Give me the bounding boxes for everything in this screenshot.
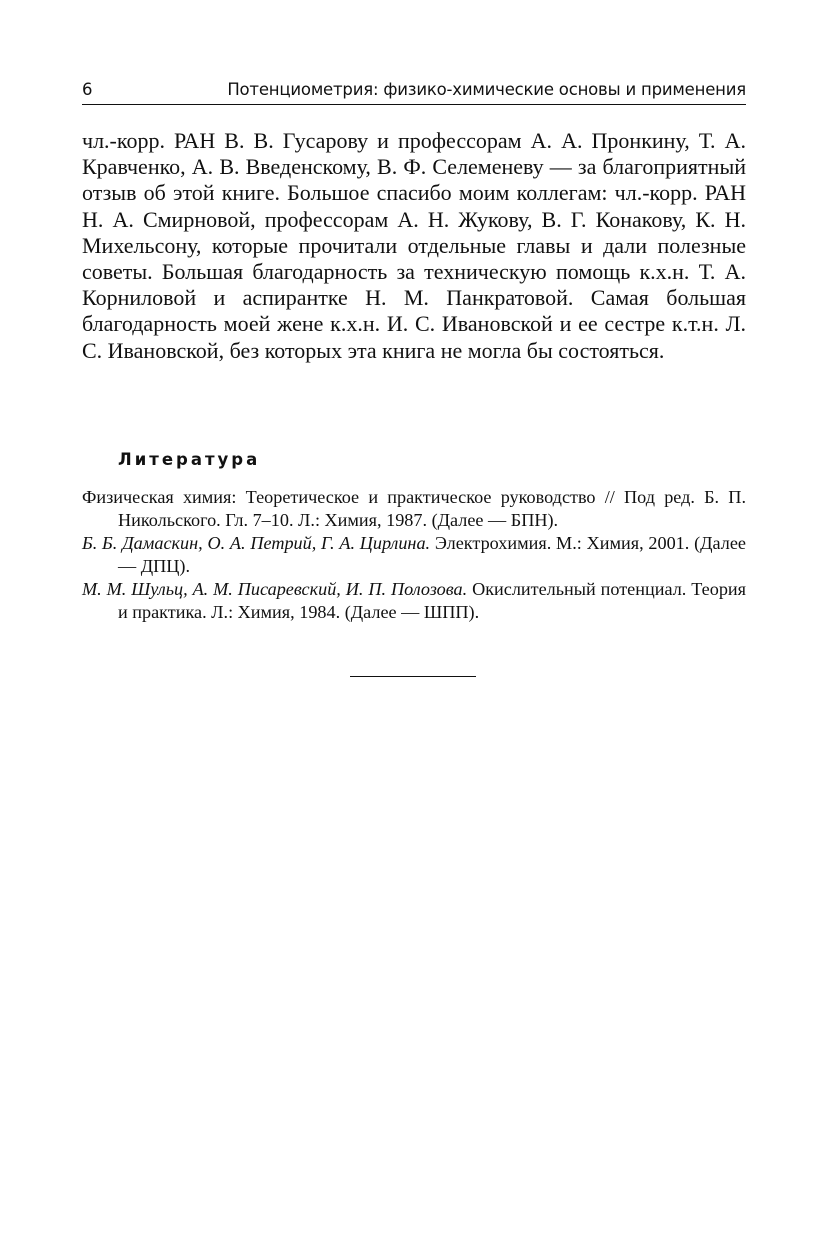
end-rule [350, 676, 476, 677]
running-title: Потенциометрия: физико-химические основы и применения [227, 80, 746, 99]
reference-item [82, 532, 746, 578]
reference-authors: М. М. Шульц, А. М. Писаревский, И. П. Полозова. [82, 579, 468, 599]
page-number: 6 [82, 80, 93, 99]
reference-item [82, 578, 746, 624]
reference-text: Физическая химия: Теоретическое и практическое руководство // Под ред. Б. П. Никольского. Гл. 7–10. Л.: Химия, 1987. (Далее — БПН). [82, 487, 746, 530]
reference-authors: Б. Б. Дамаскин, О. А. Петрий, Г. А. Цирлина. [82, 533, 431, 553]
acknowledgements-paragraph: чл.-корр. РАН В. В. Гусарову и профессорам А. А. Пронкину, Т. А. Кравченко, А. В. Введенскому, В. Ф. Селеменеву — за благоприятный отзыв об этой книге. Большое спасибо моим коллегам: чл.-корр. РАН Н. А. Смирновой, профессорам А. Н. Жукову, В. Г. Конакову, К. Н. Михельсону, которые прочитали отдельные главы и дали полезные советы. Большая благодарность за техническую помощь к.х.н. Т. А. Корниловой и аспирантке Н. М. Панкратовой. Самая большая благодарность моей жене к.х.н. И. С. Ивановской и ее сестре к.т.н. Л. С. Ивановской, без которых эта книга не могла бы состояться. [82, 128, 746, 363]
literature-heading: Литература [118, 450, 261, 469]
reference-list [82, 486, 746, 624]
reference-text: Окислительный потенциал. Теория и практика. Л.: Химия, 1984. (Далее — ШПП). [118, 579, 747, 622]
page-header [82, 78, 746, 105]
reference-item [82, 486, 746, 532]
reference-text: Электрохимия. М.: Химия, 2001. (Далее — ДПЦ). [118, 533, 747, 576]
